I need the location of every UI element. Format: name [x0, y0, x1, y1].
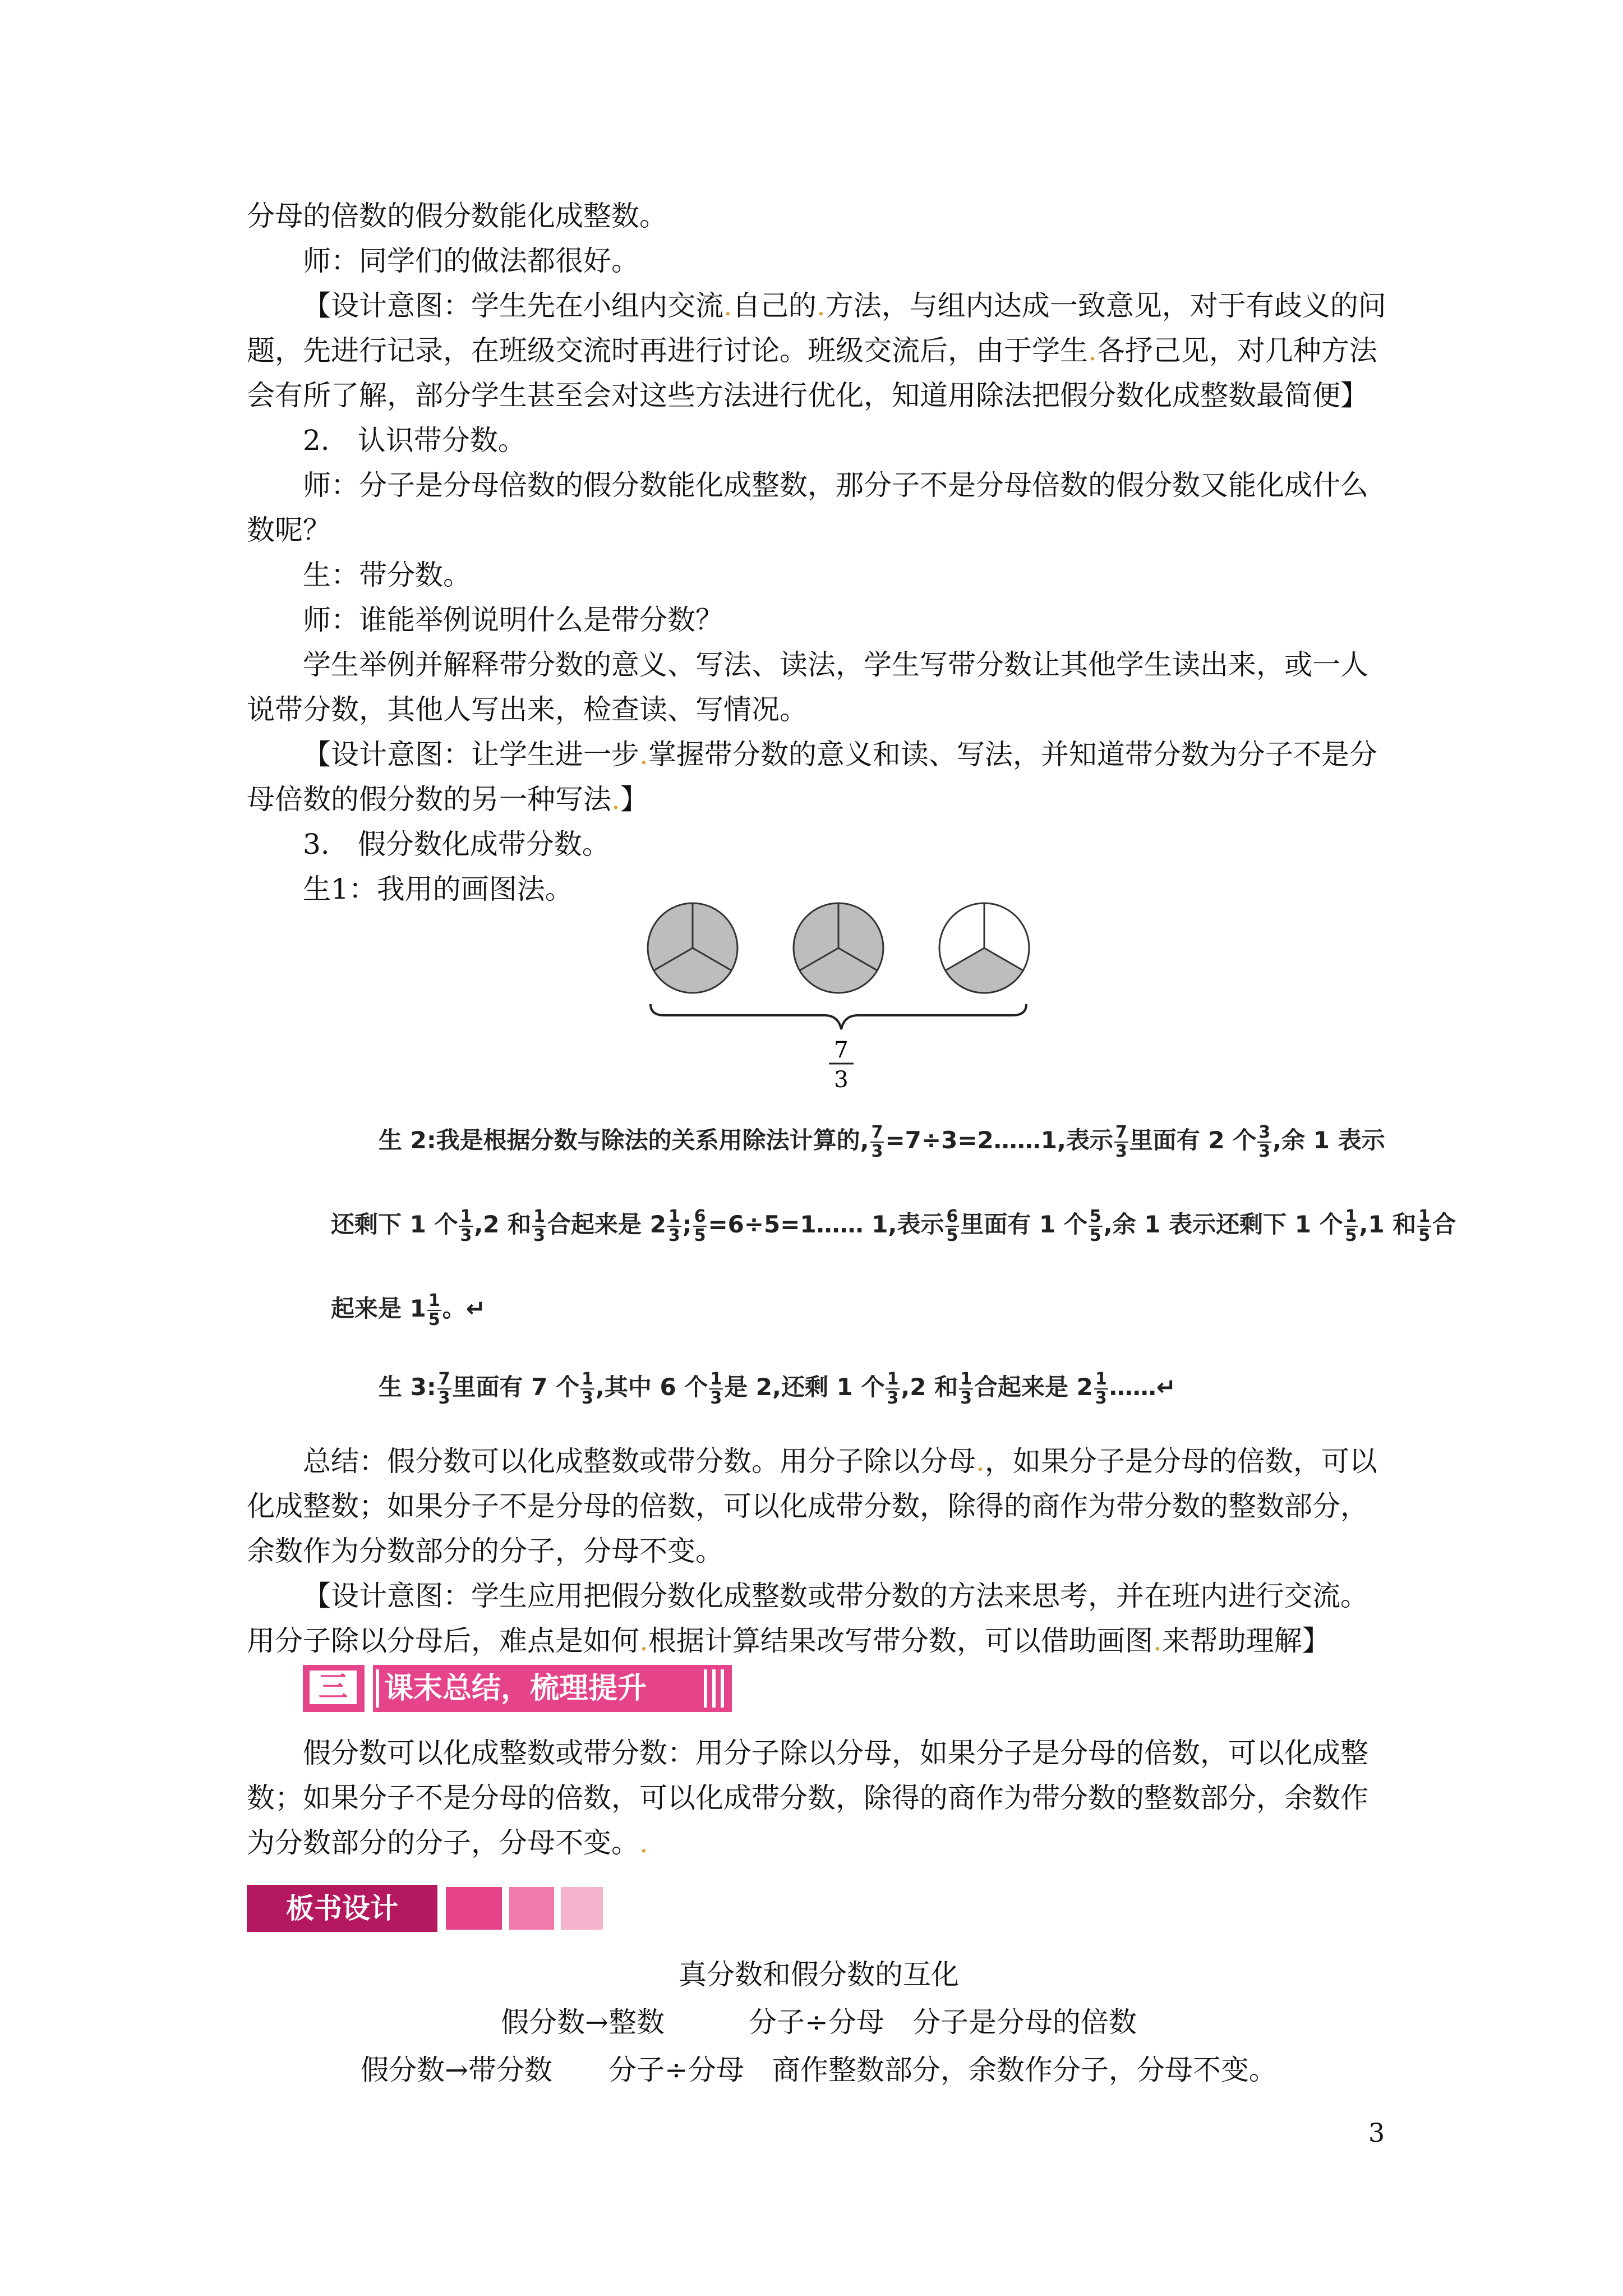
text: 还剩下 1 个	[331, 1211, 458, 1238]
fraction	[437, 1370, 451, 1407]
paragraph-students-explain	[247, 642, 1391, 732]
fraction	[1089, 1208, 1103, 1245]
decor-square	[446, 1887, 502, 1930]
numerator: 1	[960, 1369, 972, 1389]
text: 总结：假分数可以化成整数或带分数。用分子除以分母	[303, 1445, 976, 1478]
fraction	[459, 1208, 473, 1245]
text: 合起来是 2	[547, 1211, 666, 1238]
text: ,2 和	[474, 1211, 532, 1238]
fraction	[945, 1208, 959, 1245]
numerator: 1	[428, 1290, 440, 1310]
edit-mark: .	[1088, 334, 1097, 367]
decor-square	[509, 1887, 554, 1930]
denominator: 3	[582, 1388, 593, 1408]
text: 里面有 7 个	[452, 1373, 579, 1401]
brace	[651, 1004, 1026, 1029]
text: 师：谁能举例说明什么是带分数？	[303, 604, 723, 636]
fraction	[870, 1124, 884, 1161]
numerator: 1	[887, 1369, 899, 1389]
text: 起来是 1	[331, 1295, 426, 1322]
text: ;	[682, 1211, 692, 1238]
decor-square	[561, 1887, 603, 1930]
fraction	[427, 1292, 441, 1329]
heading-recognize-mixed-number	[247, 418, 1391, 463]
denominator: 3	[533, 1225, 546, 1245]
math-line-result	[331, 1290, 486, 1329]
section-number-box	[303, 1665, 365, 1712]
text: ，如果分子是分母的倍数，可以化成整数；如果分子不是分母的倍数，可以化成带分数，除得的商作为带分数的整数部分，余数作为分数部分的分子，分母不变。	[247, 1445, 1377, 1567]
numerator: 1	[582, 1369, 593, 1389]
text: 来帮助理解】	[1161, 1625, 1330, 1657]
paragraph-teacher-question	[247, 463, 1391, 553]
edit-mark: .	[1152, 1625, 1162, 1657]
text: ,其中 6 个	[595, 1373, 708, 1401]
denominator: 3	[1095, 1388, 1107, 1408]
fraction	[580, 1370, 594, 1407]
fraction	[532, 1208, 546, 1245]
denominator: 3	[460, 1225, 472, 1245]
numerator: 1	[710, 1369, 722, 1389]
text: 方法，与组内达成一致意见，对于有歧义的问题，先进行记录，在班级交流时再进行讨论。班级交流后，由于学生	[247, 289, 1386, 367]
text: 各抒己见，对几种方法会有所了解，部分学生甚至会对这些方法进行优化，知道用除法把假分数化成整数最简便】	[247, 334, 1377, 412]
decor-stripe	[712, 1669, 716, 1708]
decor-stripe	[376, 1669, 379, 1708]
fraction	[1114, 1124, 1128, 1161]
numerator: 1	[1095, 1369, 1107, 1389]
text: 合起来是 2	[974, 1373, 1093, 1401]
text: ……↵	[1109, 1373, 1176, 1401]
section-number: 三	[310, 1671, 357, 1704]
text: ,余 1 表示	[1272, 1126, 1385, 1154]
math-line-student2	[379, 1122, 1385, 1161]
design-intent-1	[247, 283, 1391, 418]
numerator: 1	[1345, 1206, 1357, 1226]
pie-figure	[639, 898, 1054, 1099]
board-title: 真分数和假分数的互化	[679, 1958, 959, 1991]
numerator: 1	[1418, 1206, 1431, 1226]
numerator: 1	[533, 1206, 546, 1226]
fraction	[886, 1370, 900, 1407]
denominator: 5	[428, 1309, 440, 1329]
fraction	[1094, 1370, 1108, 1407]
design-intent-2	[247, 732, 1391, 822]
edit-mark: .	[639, 738, 648, 771]
edit-mark: .	[639, 1625, 648, 1657]
denominator: 5	[1418, 1225, 1431, 1245]
numerator: 7	[1115, 1122, 1127, 1142]
paragraph-2	[247, 238, 1391, 283]
heading-improper-to-mixed	[247, 822, 1391, 867]
numerator: 6	[694, 1206, 706, 1226]
fraction	[709, 1370, 723, 1407]
denominator: 5	[1345, 1225, 1357, 1245]
paragraph-summary	[247, 1439, 1391, 1573]
denominator: 3	[871, 1141, 883, 1161]
text: 掌握带分数的意义和读、写法，并知道带分数为分子不是分母倍数的假分数的另一种写法	[247, 738, 1377, 816]
numerator: 3	[1258, 1122, 1271, 1142]
board-design-label: 板书设计	[247, 1885, 437, 1932]
text: 生 3:	[379, 1373, 436, 1401]
text: 里面有 1 个	[960, 1211, 1087, 1238]
text: 【设计意图：学生先在小组内交流	[303, 289, 723, 322]
denominator: 5	[1089, 1225, 1101, 1245]
fraction	[959, 1370, 973, 1407]
figure-fraction-den: 3	[834, 1067, 849, 1093]
numerator: 7	[438, 1369, 450, 1389]
paragraph-teacher-example	[247, 597, 1391, 642]
fraction	[693, 1208, 707, 1245]
math-line-remainder	[331, 1206, 1456, 1245]
paragraph-conclusion	[247, 1731, 1391, 1865]
denominator: 3	[887, 1388, 899, 1408]
decor-stripe	[721, 1669, 724, 1708]
denominator: 3	[1115, 1141, 1127, 1161]
text: ,2 和	[901, 1373, 958, 1401]
text: ,1 和	[1359, 1211, 1417, 1238]
section-title: 课末总结，梳理提升	[384, 1672, 647, 1705]
denominator: 3	[960, 1388, 972, 1408]
fraction	[1417, 1208, 1431, 1245]
denominator: 5	[946, 1225, 958, 1245]
decor-stripe	[704, 1669, 707, 1708]
numerator: 5	[1089, 1206, 1101, 1226]
design-intent-3	[247, 1573, 1391, 1663]
numerator: 7	[871, 1122, 883, 1142]
denominator: 3	[1258, 1141, 1271, 1161]
text: 】	[620, 783, 648, 816]
denominator: 5	[694, 1225, 706, 1245]
text: 【设计意图：学生应用把假分数化成整数或带分数的方法来思考，并在班内进行交流。用分子除以分母后，难点是如何	[247, 1580, 1368, 1657]
denominator: 3	[710, 1388, 722, 1408]
edit-mark: .	[976, 1445, 985, 1478]
text: 分母的倍数的假分数能化成整数。	[247, 200, 667, 232]
text: 生1：我用的画图法。	[303, 873, 573, 905]
fraction	[667, 1208, 681, 1245]
fraction	[1344, 1208, 1358, 1245]
pie-circle-1	[648, 903, 737, 993]
text: 自己的	[732, 289, 817, 322]
text: 学生举例并解释带分数的意义、写法、读法，学生写带分数让其他学生读出来，或一人说带分数，其他人写出来，检查读、写情况。	[247, 648, 1368, 726]
fraction	[1257, 1124, 1271, 1161]
numerator: 1	[668, 1206, 680, 1226]
edit-mark: .	[611, 783, 620, 816]
board-row-2: 假分数→带分数 分子÷分母 商作整数部分，余数作分子，分母不变。	[361, 2054, 1277, 2086]
paragraph-student-answer	[247, 553, 1391, 597]
denominator: 3	[438, 1388, 450, 1408]
text: 假分数可以化成整数或带分数：用分子除以分母，如果分子是分母的倍数，可以化成整数；如果分子不是分母的倍数，可以化成带分数，除得的商作为带分数的整数部分，余数作为分数部分的分子，分母不变。	[247, 1737, 1368, 1859]
figure-fraction-num: 7	[834, 1037, 849, 1063]
paragraph-1	[247, 194, 1391, 238]
board-row-1: 假分数→整数 分子÷分母 分子是分母的倍数	[501, 2006, 1137, 2039]
text: =7÷3=2……1,表示	[885, 1126, 1113, 1154]
text: 【设计意图：让学生进一步	[303, 738, 639, 771]
denominator: 3	[668, 1225, 680, 1245]
text: 生：带分数。	[303, 559, 471, 591]
text: 师：同学们的做法都很好。	[303, 245, 639, 277]
text: 3. 假分数化成带分数。	[303, 828, 610, 861]
numerator: 6	[946, 1206, 958, 1226]
text: 里面有 2 个	[1129, 1126, 1257, 1154]
text: =6÷5=1…… 1,表示	[708, 1211, 944, 1238]
text: 合	[1432, 1211, 1456, 1238]
numerator: 1	[460, 1206, 472, 1226]
edit-mark: .	[639, 1826, 648, 1859]
edit-mark: .	[723, 289, 732, 322]
text: 2. 认识带分数。	[303, 424, 526, 457]
pie-circle-2	[794, 903, 883, 993]
text: 。↵	[442, 1295, 486, 1322]
text: 生 2:我是根据分数与除法的关系用除法计算的,	[379, 1126, 869, 1154]
pie-circle-3	[939, 903, 1029, 993]
text: 是 2,还剩 1 个	[724, 1373, 885, 1401]
math-line-student3	[379, 1369, 1176, 1407]
text: 师：分子是分母倍数的假分数能化成整数，那分子不是分母倍数的假分数又能化成什么数呢？	[247, 469, 1368, 546]
text: ,余 1 表示还剩下 1 个	[1103, 1211, 1343, 1238]
page-number: 3	[1368, 2118, 1385, 2148]
edit-mark: .	[816, 289, 826, 322]
text: 根据计算结果改写带分数，可以借助画图	[648, 1625, 1153, 1657]
